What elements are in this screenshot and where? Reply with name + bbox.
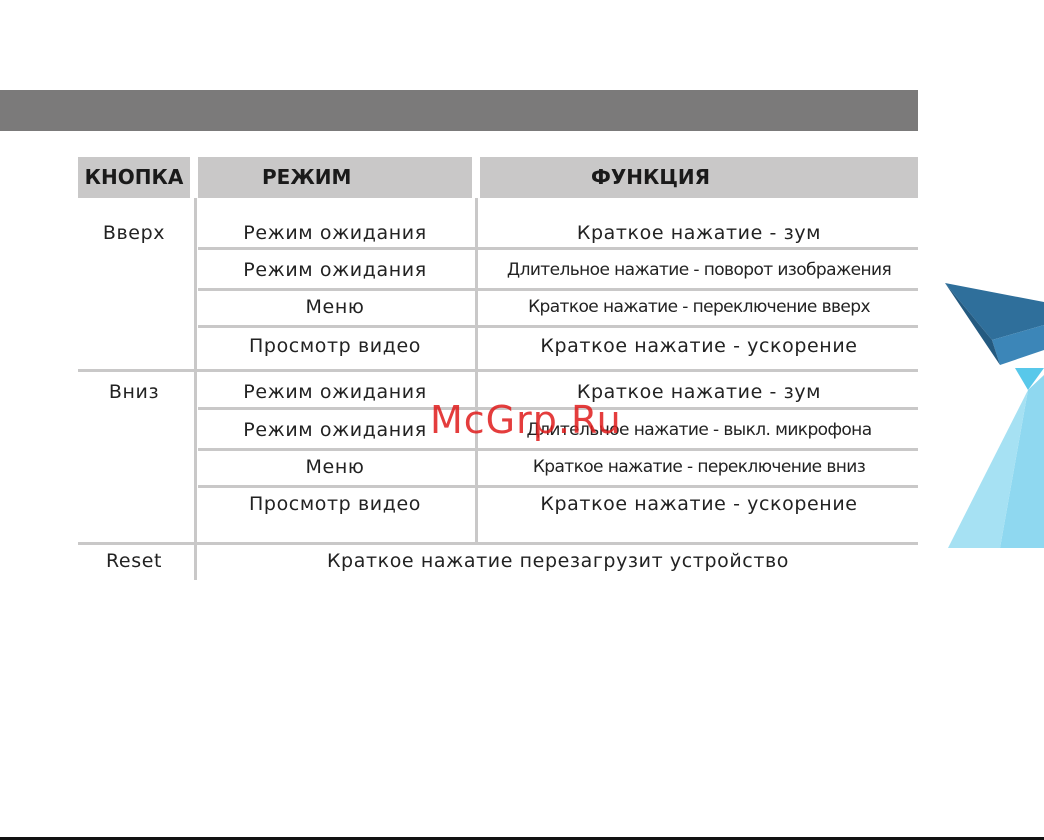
button-name: Reset [105, 550, 163, 572]
row-divider [198, 247, 918, 250]
row-divider [198, 325, 918, 328]
function-cell: Краткое нажатие - зум [576, 381, 822, 403]
function-cell: Краткое нажатие - переключение вверх [528, 297, 870, 317]
header-bar [0, 90, 918, 131]
function-cell: Краткое нажатие - зум [576, 222, 822, 244]
column-header-function: ФУНКЦИЯ [480, 157, 918, 198]
column-header-mode: РЕЖИМ [198, 157, 472, 198]
mode-cell: Меню [305, 456, 365, 478]
mode-cell: Режим ожидания [243, 259, 427, 281]
function-cell: Длительное нажатие - поворот изображения [506, 260, 892, 280]
mode-cell: Режим ожидания [243, 222, 427, 244]
mode-cell: Просмотр видео [249, 493, 421, 515]
group-divider [78, 542, 918, 545]
column-divider [194, 198, 197, 580]
column-header-button: КНОПКА [78, 157, 190, 198]
button-name: Вниз [108, 381, 160, 403]
mode-cell: Меню [305, 296, 365, 318]
reset-description: Краткое нажатие перезагрузит устройство [326, 550, 790, 572]
mode-cell: Просмотр видео [249, 335, 421, 357]
watermark: McGrp.Ru [430, 398, 622, 442]
row-divider [198, 288, 918, 291]
decorative-shape [940, 280, 1044, 550]
button-name: Вверх [102, 222, 166, 244]
function-cell: Длительное нажатие - выкл. микрофона [526, 420, 872, 440]
function-cell: Краткое нажатие - ускорение [540, 335, 858, 357]
function-cell: Краткое нажатие - переключение вниз [532, 457, 866, 477]
group-divider [78, 369, 918, 372]
mode-cell: Режим ожидания [243, 381, 427, 403]
row-divider [198, 448, 918, 451]
mode-cell: Режим ожидания [243, 419, 427, 441]
row-divider [198, 485, 918, 488]
function-cell: Краткое нажатие - ускорение [540, 493, 858, 515]
